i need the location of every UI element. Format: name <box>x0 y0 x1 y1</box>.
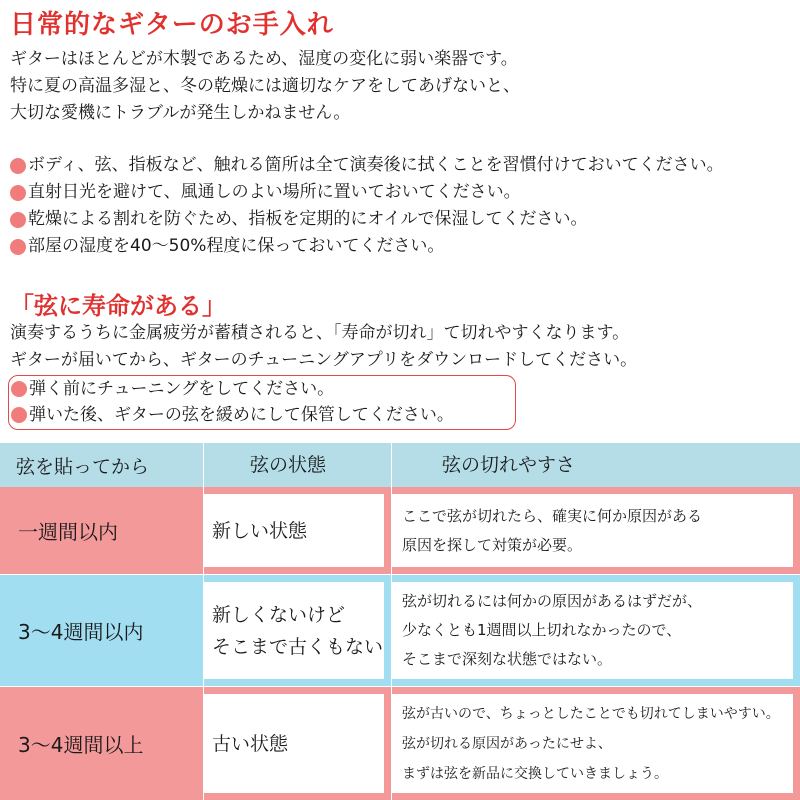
bullet-icon <box>10 158 26 174</box>
list-item <box>11 376 515 402</box>
cell-text <box>402 587 702 674</box>
state-line: 新しくないけど <box>212 603 346 626</box>
bullet-icon <box>11 407 27 423</box>
risk-cell <box>391 487 800 574</box>
tip-text: 乾燥による割れを防ぐため、指板を定期的にオイルで保湿してください。 <box>28 209 588 229</box>
bullet-icon <box>10 185 26 201</box>
highlight-box <box>8 375 516 430</box>
tip-text: 弾く前にチューニングをしてください。 <box>29 379 335 399</box>
tip-text: 弾いた後、ギターの弦を緩めにして保管してください。 <box>29 405 454 425</box>
column-header: 弦を貼ってから <box>16 455 150 478</box>
risk-line: そこまで深刻な状態ではない。 <box>402 650 613 668</box>
period-cell: 一週間以内 <box>18 520 118 544</box>
table-row <box>0 687 800 800</box>
cell-text <box>212 599 383 663</box>
risk-line: 弦が切れる原因があったにせよ、 <box>402 735 612 752</box>
state-cell <box>203 687 391 800</box>
bullet-icon <box>11 381 27 397</box>
risk-line: 弦が古いので、ちょっとしたことでも切れてしまいやすい。 <box>402 705 780 722</box>
risk-cell <box>391 687 800 800</box>
column-header: 弦の状態 <box>203 443 391 487</box>
list-item <box>10 179 724 206</box>
state-line: 新しい状態 <box>212 519 308 542</box>
cell-text <box>402 699 780 789</box>
table-row <box>0 575 800 687</box>
table-header-row <box>0 443 800 487</box>
period-cell: 3～4週間以上 <box>18 733 144 757</box>
period-cell: 3～4週間以内 <box>18 620 144 644</box>
list-item <box>10 152 724 179</box>
list-item <box>10 233 724 260</box>
tip-text: 部屋の湿度を40～50%程度に保っておいてください。 <box>28 236 445 256</box>
intro-line: 大切な愛機にトラブルが発生しかねません。 <box>10 103 351 123</box>
intro-line: 特に夏の高温多湿と、冬の乾燥には適切なケアをしてあげないと、 <box>10 76 520 96</box>
risk-line: まずは弦を新品に交換していきましょう。 <box>402 765 668 782</box>
risk-cell <box>391 575 800 686</box>
risk-line: 弦が切れるには何かの原因があるはずだが、 <box>402 592 703 610</box>
bullet-icon <box>10 239 26 255</box>
risk-line: ここで弦が切れたら、確実に何か原因がある <box>402 506 703 525</box>
list-item <box>10 206 724 233</box>
risk-line: 少なくとも1週間以上切れなかったので、 <box>402 621 682 639</box>
intro-text <box>10 46 520 127</box>
cell-text <box>402 502 702 560</box>
string-life-table <box>0 443 800 800</box>
cell-text <box>212 515 307 547</box>
section-line: ギターが届いてから、ギターのチューニングアプリをダウンロードしてください。 <box>10 350 638 370</box>
tip-text: 直射日光を避けて、風通しのよい場所に置いておいてください。 <box>28 182 521 202</box>
cell-text <box>212 728 288 760</box>
section-title: 「弦に寿命がある」 <box>10 292 226 320</box>
section-text <box>10 320 637 374</box>
state-line: そこまで古くもない <box>212 635 384 658</box>
column-header: 弦の切れやすさ <box>391 443 800 487</box>
table-row <box>0 487 800 575</box>
intro-line: ギターはほとんどが木製であるため、湿度の変化に弱い楽器です。 <box>10 49 518 69</box>
page-title: 日常的なギターのお手入れ <box>10 10 334 40</box>
section-line: 演奏するうちに金属疲労が蓄積されると、「寿命が切れ」て切れやすくなります。 <box>10 323 630 343</box>
bullet-icon <box>10 212 26 228</box>
tip-text: ボディ、弦、指板など、触れる箇所は全て演奏後に拭くことを習慣付けておいてください。 <box>28 155 724 175</box>
list-item <box>11 402 515 428</box>
state-cell <box>203 487 391 574</box>
care-tips-list <box>10 152 724 260</box>
state-line: 古い状態 <box>212 732 289 755</box>
risk-line: 原因を探して対策が必要。 <box>402 535 583 554</box>
state-cell <box>203 575 391 686</box>
